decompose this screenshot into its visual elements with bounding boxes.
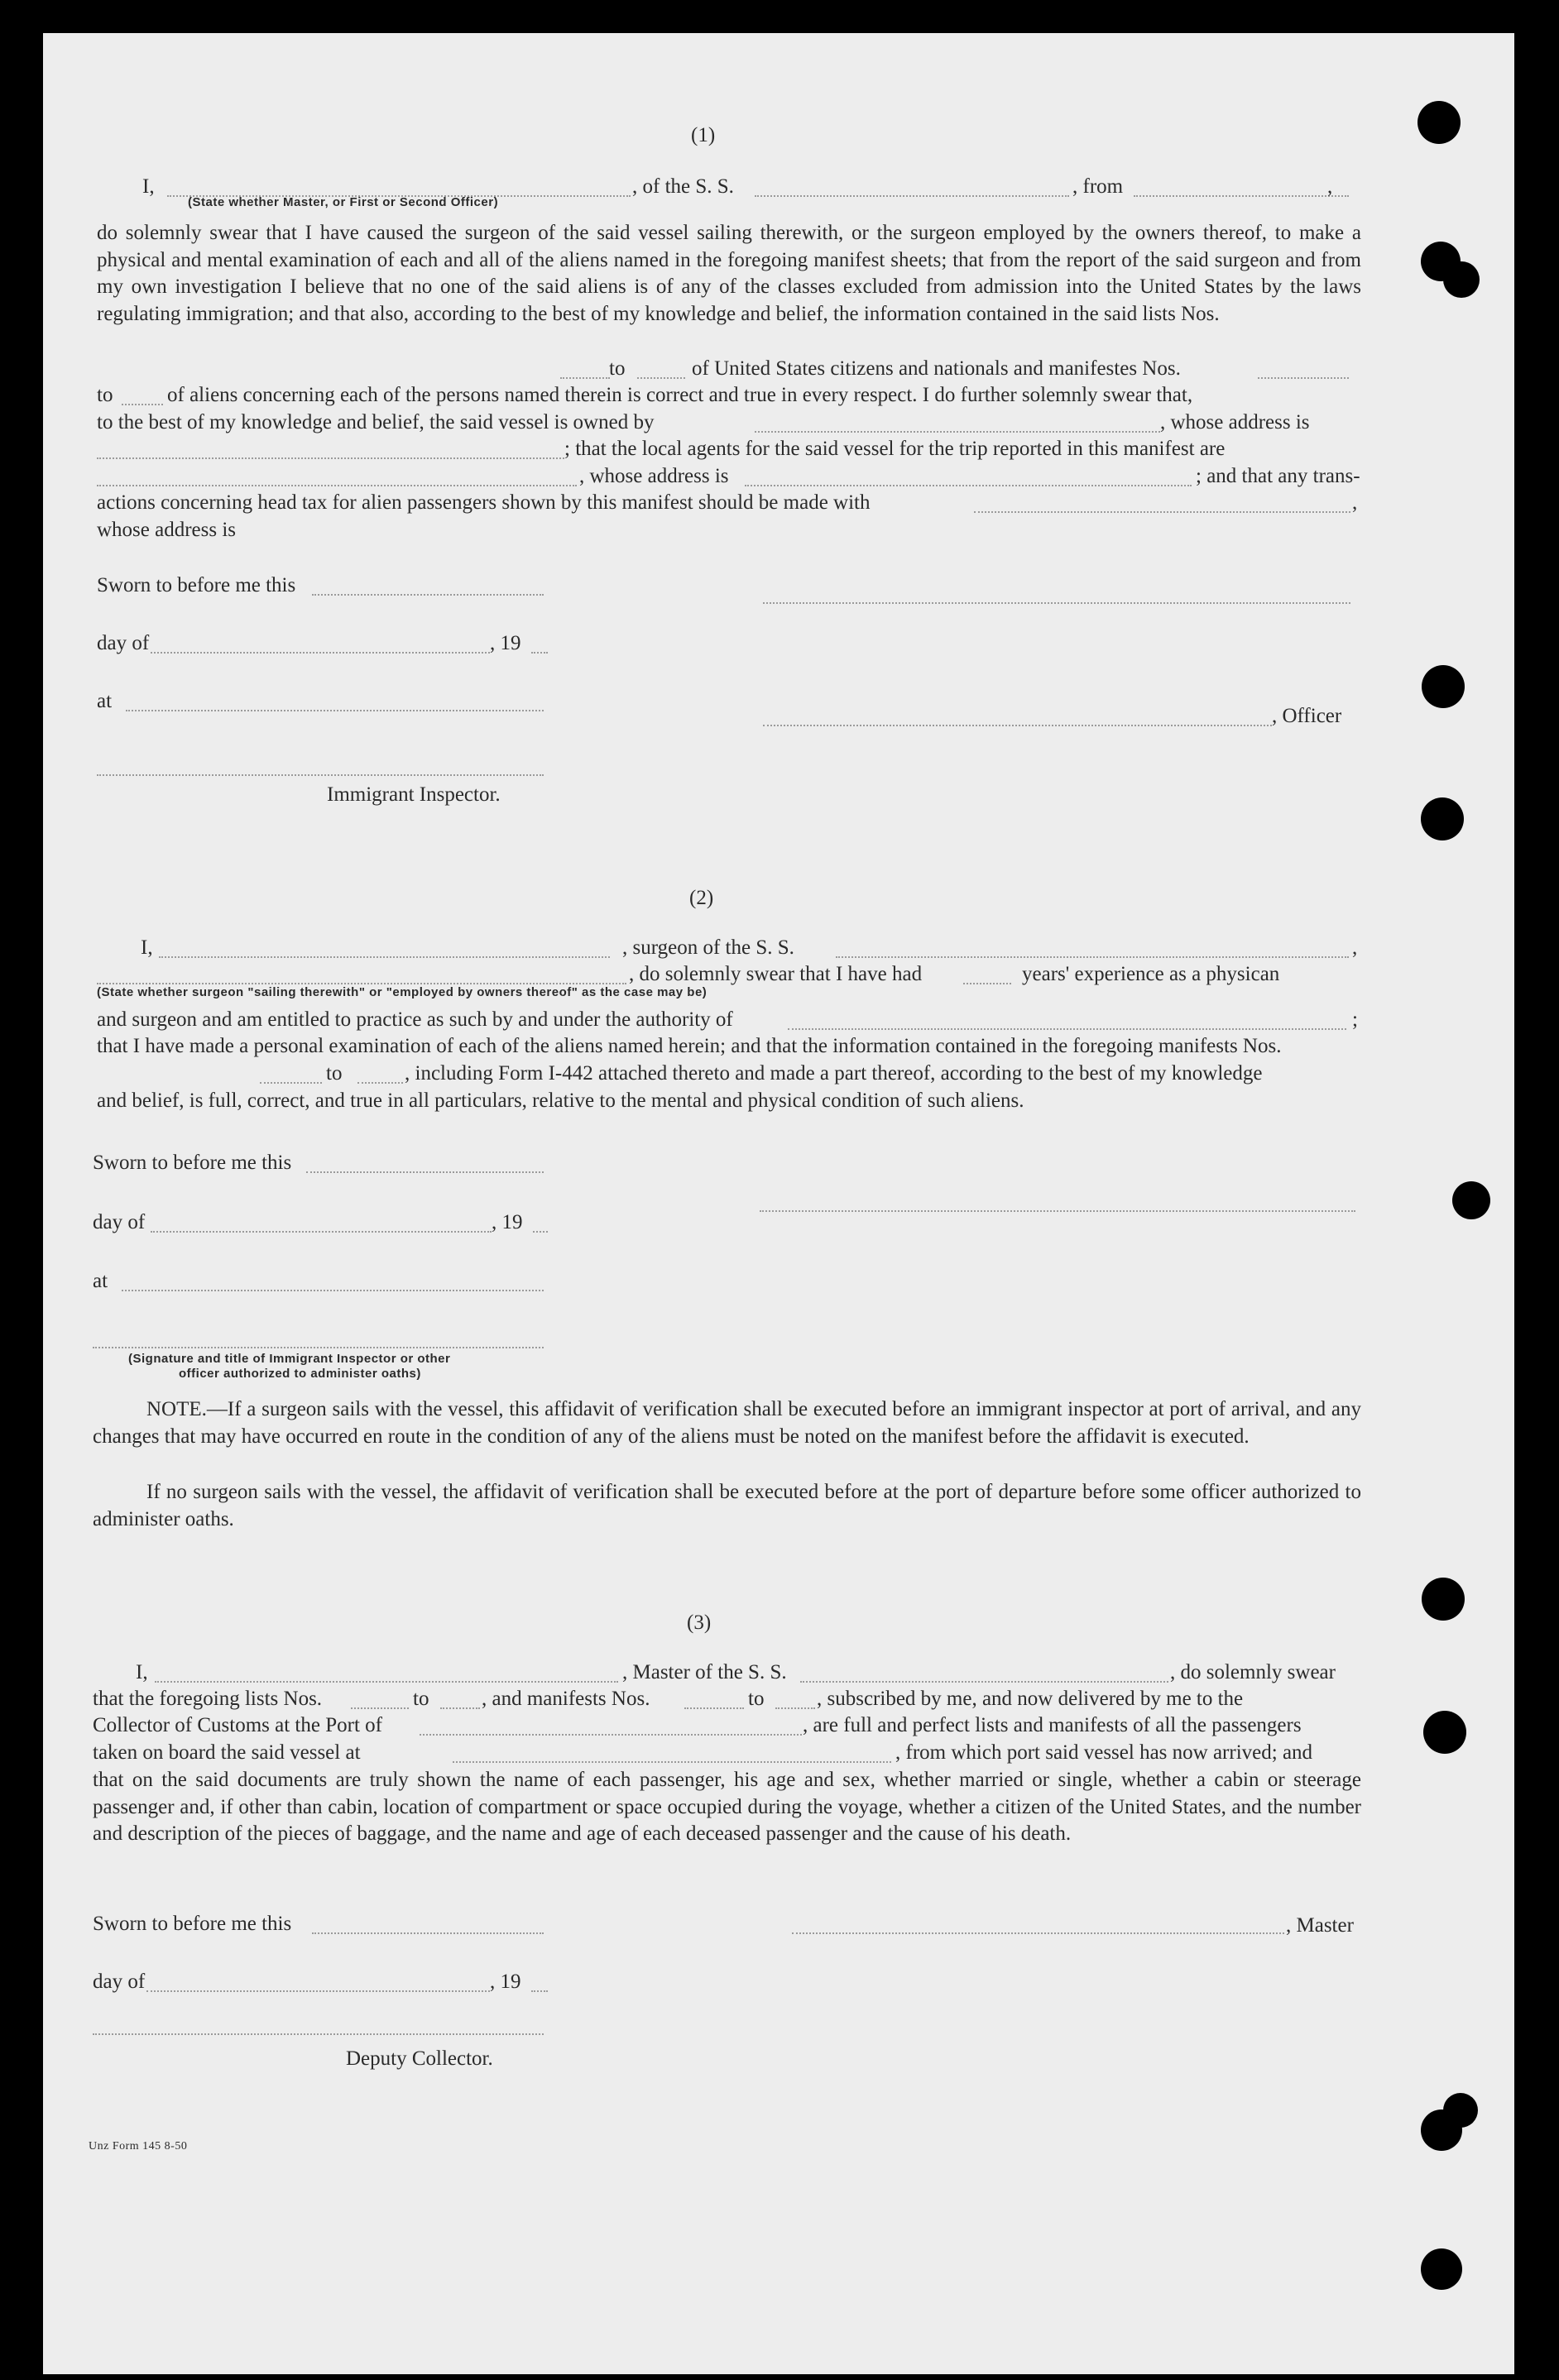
punch-hole xyxy=(1443,2093,1478,2128)
punch-hole xyxy=(1421,797,1464,840)
master-lists-to-label: to xyxy=(413,1688,429,1710)
master-name-field[interactable] xyxy=(155,1681,618,1683)
punch-hole xyxy=(1443,261,1480,298)
master-vessel-field[interactable] xyxy=(800,1681,1168,1683)
section-3-number: (3) xyxy=(687,1611,712,1634)
surgeon-manifest-to-label: to xyxy=(326,1062,343,1085)
section-2-last-line: and belief, is full, correct, and true in all particulars, relative to the mental and physical condition of such aliens. xyxy=(97,1089,1024,1112)
practice-line-end: ; xyxy=(1352,1008,1358,1031)
year-label-2: , 19 xyxy=(492,1211,523,1233)
surgeon-type-field[interactable] xyxy=(97,983,626,984)
line-end-comma: , xyxy=(1327,175,1333,198)
master-manifest-to-field[interactable] xyxy=(775,1707,815,1709)
years-experience-label: years' experience as a physican xyxy=(1022,963,1280,985)
surgeon-vessel-field[interactable] xyxy=(836,956,1349,958)
head-tax-end: , xyxy=(1352,491,1358,514)
immigrant-inspector-label: Immigrant Inspector. xyxy=(327,783,501,806)
us-citizens-label: of United States citizens and nationals and manifestes Nos. xyxy=(692,357,1181,380)
from-label: , from xyxy=(1072,175,1124,198)
lists-to-field[interactable] xyxy=(637,377,685,379)
month-field-1[interactable] xyxy=(151,652,490,654)
section-1-number: (1) xyxy=(691,124,716,146)
officer-signature-field[interactable] xyxy=(763,725,1272,726)
of-the-ss-label: , of the S. S. xyxy=(632,175,734,198)
master-manifest-to-label: to xyxy=(748,1688,765,1710)
section-2-paragraph: that I have made a personal examination of each of the aliens named herein; and that the information contained in the foregoing manifests Nos. xyxy=(97,1035,1282,1057)
punch-hole xyxy=(1422,1578,1465,1621)
lists-from-field[interactable] xyxy=(560,377,610,379)
document-sheet xyxy=(43,33,1514,2374)
master-of-ss-label: , Master of the S. S. xyxy=(622,1661,787,1683)
master-signature-field[interactable] xyxy=(792,1932,1284,1934)
punch-hole xyxy=(1421,2248,1462,2290)
agents-name-field[interactable] xyxy=(97,485,577,486)
surgeon-swear-label: , do solemnly swear that I have had xyxy=(629,963,923,985)
manifest-nos-field[interactable] xyxy=(1258,377,1349,379)
month-field-3[interactable] xyxy=(146,1990,490,1992)
surgeon-of-ss-label: , surgeon of the S. S. xyxy=(622,936,794,959)
collector-port-field[interactable] xyxy=(420,1734,802,1736)
surgeon-manifest-from-field[interactable] xyxy=(260,1082,322,1084)
surgeon-manifest-to-field[interactable] xyxy=(357,1082,403,1084)
agents-address-label: , whose address is xyxy=(579,465,729,487)
surgeon-name-field[interactable] xyxy=(159,956,610,958)
sworn-label-2: Sworn to before me this xyxy=(93,1152,292,1174)
from-port-label: , from which port said vessel has now arrived; and xyxy=(895,1741,1313,1764)
from-port-field[interactable] xyxy=(1134,195,1349,197)
inspector-signature-field[interactable] xyxy=(97,774,544,776)
sworn-day-field-3[interactable] xyxy=(312,1932,544,1934)
inspector-signature-field-2[interactable] xyxy=(93,1347,544,1348)
master-label: , Master xyxy=(1286,1914,1354,1937)
vessel-name-field[interactable] xyxy=(755,195,1069,197)
owned-by-label: to the best of my knowledge and belief, the said vessel is owned by xyxy=(97,411,655,433)
manifest-to-field[interactable] xyxy=(122,404,163,405)
head-tax-address-label: whose address is xyxy=(97,519,237,541)
section-1-paragraph: do solemnly swear that I have caused the surgeon of the said vessel sailing therewith, or the surgeon employed by the owners thereof, to make a physical and mental examination of each and all of the aliens named in the foregoing manifest sheets; that from the report of the said surgeon and from my own investigation I believe that no one of the said aliens is of any of the classes excluded from admission into the United States by the laws regulating immigration; and that also, according to the best of my knowledge and belief, the information contained in the said lists Nos. xyxy=(97,222,1361,325)
master-lists-from-field[interactable] xyxy=(351,1707,409,1709)
head-tax-field[interactable] xyxy=(974,511,1350,513)
form-i442-label: , including Form I-442 attached thereto and made a part thereof, according to the best of my knowledge xyxy=(405,1062,1263,1085)
year-label-1: , 19 xyxy=(490,632,521,654)
form-number: Unz Form 145 8-50 xyxy=(89,2140,188,2153)
surgeon-i-label: I, xyxy=(141,936,153,959)
year-field-2[interactable] xyxy=(533,1231,548,1233)
sworn-day-field-1[interactable] xyxy=(312,594,544,596)
owner-address-label: , whose address is xyxy=(1160,411,1310,433)
surgeon-type-note: (State whether surgeon "sailing therewith" or "employed by owners thereof" as the case may be) xyxy=(97,985,708,999)
sworn-day-field-2[interactable] xyxy=(306,1171,544,1173)
officer-label: , Officer xyxy=(1272,705,1342,727)
note-paragraph-2: If no surgeon sails with the vessel, the affidavit of verification shall be executed before at the port of departure before some officer authorized to administer oaths. xyxy=(93,1481,1361,1530)
years-experience-field[interactable] xyxy=(963,983,1011,984)
signature-field-2[interactable] xyxy=(760,1210,1355,1212)
punch-hole xyxy=(1422,665,1465,708)
master-i-label: I, xyxy=(136,1661,148,1683)
and-manifests-label: , and manifests Nos. xyxy=(482,1688,650,1710)
place-field-2[interactable] xyxy=(122,1290,544,1291)
year-label-3: , 19 xyxy=(490,1971,521,1993)
owner-name-field[interactable] xyxy=(755,431,1160,433)
local-agents-label: ; that the local agents for the said vessel for the trip reported in this manifest are xyxy=(564,438,1226,460)
practice-authority-field[interactable] xyxy=(788,1028,1346,1030)
oath-i-label: I, xyxy=(142,175,155,198)
manifest-to-label: to xyxy=(97,384,113,406)
taken-on-board-label: taken on board the said vessel at xyxy=(93,1741,361,1764)
officer-rank-note: (State whether Master, or First or Second Officer) xyxy=(188,195,499,209)
master-manifest-from-field[interactable] xyxy=(684,1707,744,1709)
month-field-2[interactable] xyxy=(151,1231,492,1233)
punch-hole xyxy=(1417,101,1461,144)
surgeon-line-end: , xyxy=(1352,936,1358,959)
section-2-number: (2) xyxy=(689,887,714,909)
practice-authority-label: and surgeon and am entitled to practice as such by and under the authority of xyxy=(97,1008,733,1031)
at-label-1: at xyxy=(97,690,113,712)
embark-port-field[interactable] xyxy=(453,1761,891,1763)
master-lists-to-field[interactable] xyxy=(440,1707,480,1709)
signature-field-1[interactable] xyxy=(763,602,1350,604)
deputy-collector-label: Deputy Collector. xyxy=(346,2047,493,2070)
place-field-1[interactable] xyxy=(126,710,544,711)
collector-port-label: Collector of Customs at the Port of xyxy=(93,1714,382,1736)
day-of-label-1: day of xyxy=(97,632,150,654)
punch-hole xyxy=(1423,1711,1466,1754)
note-paragraph-1: NOTE.—If a surgeon sails with the vessel, this affidavit of verification shall be executed before an immigrant inspector at port of arrival, and any changes that may have occurred en route in the condition of any of the aliens must be noted on the manifest before the affidavit is executed. xyxy=(93,1398,1361,1448)
aliens-concerning-line: of aliens concerning each of the persons named therein is correct and true in every respect. I do further solemnly swear that, xyxy=(167,384,1193,406)
agents-address-field[interactable] xyxy=(745,485,1192,486)
day-of-label-2: day of xyxy=(93,1211,146,1233)
day-of-label-3: day of xyxy=(93,1971,146,1993)
signature-title-note-2: officer authorized to administer oaths) xyxy=(179,1367,421,1381)
signature-title-note-1: (Signature and title of Immigrant Inspector or other xyxy=(128,1352,451,1366)
transactions-label: ; and that any trans- xyxy=(1196,465,1360,487)
owner-address-field[interactable] xyxy=(97,457,564,459)
collector-signature-field[interactable] xyxy=(93,2033,544,2035)
sworn-label-3: Sworn to before me this xyxy=(93,1913,292,1935)
at-label-2: at xyxy=(93,1270,108,1292)
lists-to-label: to xyxy=(609,357,626,380)
section-3-paragraph: that on the said documents are truly shown the name of each passenger, his age and sex, whether married or single, whether a cabin or steerage passenger and, if other than cabin, location of compartment or space occupied during the voyage, whether a citizen of the United States, and the number and description of the pieces of baggage, and the name and age of each deceased passenger and the cause of his death. xyxy=(93,1769,1361,1845)
full-perfect-label: , are full and perfect lists and manifests of all the passengers xyxy=(803,1714,1302,1736)
master-swear-label: , do solemnly swear xyxy=(1170,1661,1336,1683)
sworn-label-1: Sworn to before me this xyxy=(97,574,296,596)
year-field-1[interactable] xyxy=(531,652,548,654)
punch-hole xyxy=(1452,1181,1490,1219)
foregoing-lists-label: that the foregoing lists Nos. xyxy=(93,1688,323,1710)
subscribed-label: , subscribed by me, and now delivered by me to the xyxy=(817,1688,1244,1710)
year-field-3[interactable] xyxy=(531,1990,548,1992)
head-tax-label: actions concerning head tax for alien passengers shown by this manifest should be made with xyxy=(97,491,871,514)
